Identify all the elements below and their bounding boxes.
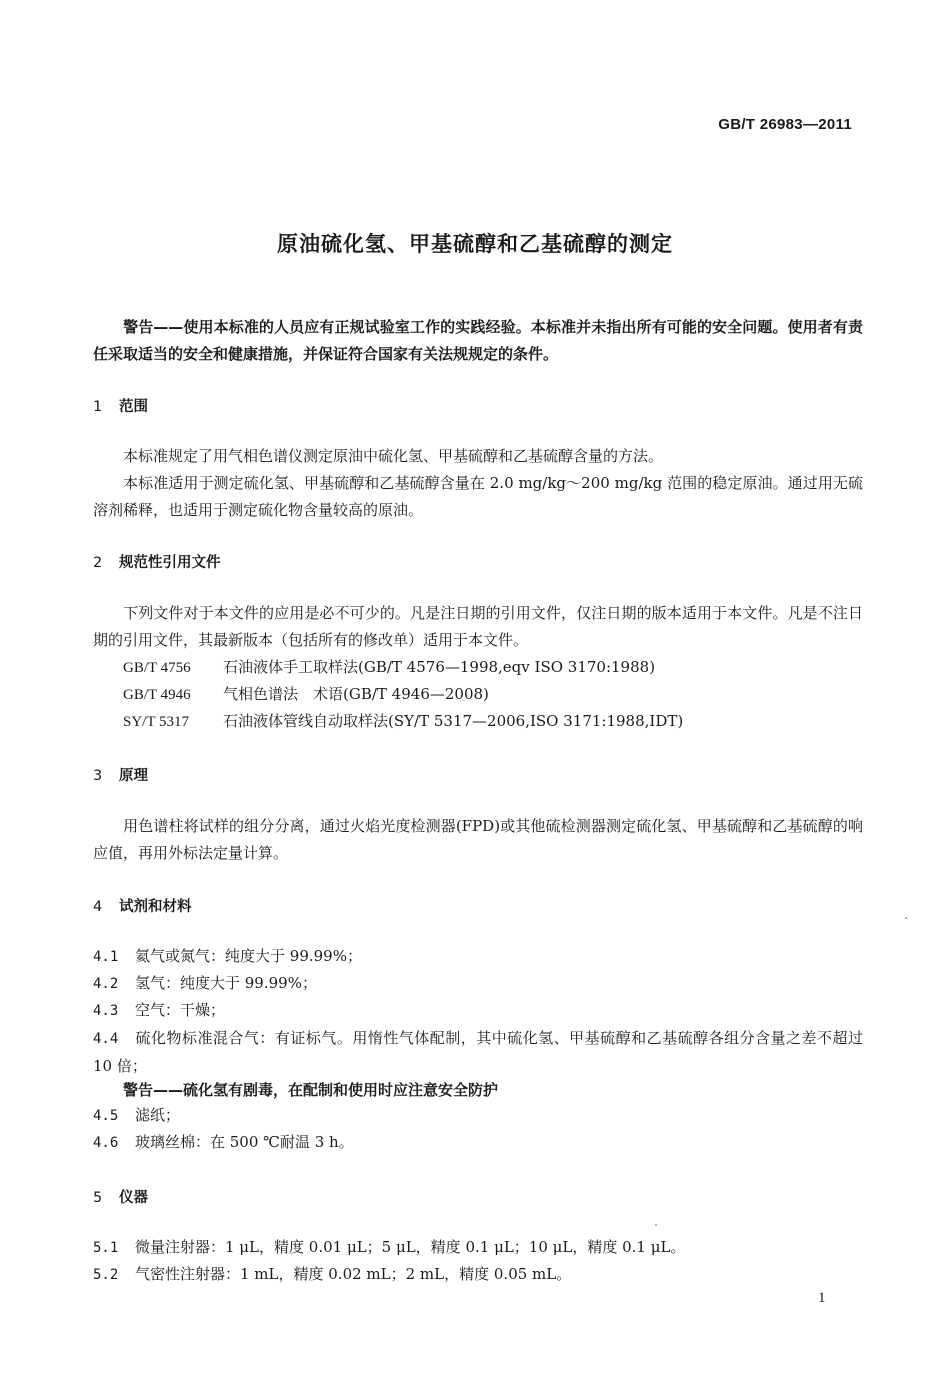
standard-code: GB/T 26983—2011 [718, 116, 852, 133]
item-number: 4.4 [93, 1031, 119, 1047]
reference-item [123, 654, 655, 682]
normative-intro-text: 下列文件对于本文件的应用是必不可少的。凡是注日期的引用文件，仅注日期的版本适用于本文件。凡是不注日期的引用文件，其最新版本（包括所有的修改单）适用于本文件。 [93, 604, 863, 649]
normative-intro [93, 600, 863, 654]
reference-item [123, 681, 489, 709]
section-5-heading [93, 1186, 148, 1207]
reagent-item [93, 999, 225, 1020]
scope-text-2: 本标准适用于测定硫化氢、甲基硫醇和乙基硫醇含量在 2.0 mg/kg～200 mg/kg 范围的稳定原油。通过用无硫溶剂稀释，也适用于测定硫化物含量较高的原油。 [93, 474, 863, 519]
reference-code: GB/T 4946 [123, 687, 191, 703]
item-text: 滤纸； [135, 1106, 181, 1124]
warning-text: 使用本标准的人员应有正规试验室工作的实践经验。本标准并未指出所有可能的安全问题。使用者有责任采取适当的安全和健康措施，并保证符合国家有关法规规定的条件。 [93, 318, 863, 363]
section-title: 原理 [119, 768, 148, 784]
warning-text: 硫化氢有剧毒，在配制和使用时应注意安全防护 [183, 1081, 499, 1099]
item-text: 氦气或氮气：纯度大于 99.99%； [135, 947, 362, 965]
reagent-item [93, 1025, 863, 1080]
reference-title: 石油液体手工取样法(GB/T 4576—1998,eqv ISO 3170:1988) [223, 658, 656, 676]
principle-paragraph [93, 813, 863, 867]
scan-speck [905, 917, 907, 919]
scope-paragraph-2 [93, 470, 863, 524]
reagent-item [93, 1104, 180, 1125]
item-text: 微量注射器：1 μL，精度 0.01 μL；5 μL，精度 0.1 μL；10 μL，精度 0.1 μL。 [135, 1238, 686, 1256]
scope-paragraph-1 [93, 443, 863, 470]
section-title: 仪器 [119, 1190, 148, 1206]
section-number: 2 [93, 555, 103, 571]
reagent-item [93, 1131, 354, 1152]
page-number: 1 [818, 1290, 826, 1306]
item-text: 气密性注射器：1 mL，精度 0.02 mL；2 mL，精度 0.05 mL。 [135, 1265, 572, 1283]
section-title: 试剂和材料 [119, 899, 192, 915]
principle-text: 用色谱柱将试样的组分分离，通过火焰光度检测器(FPD)或其他硫检测器测定硫化氢、甲基硫醇和乙基硫醇的响应值，再用外标法定量计算。 [93, 817, 863, 862]
item-text: 空气：干燥； [135, 1001, 226, 1019]
scan-speck [655, 1224, 657, 1226]
item-text: 氢气：纯度大于 99.99%； [135, 974, 317, 992]
item-number: 5.2 [93, 1267, 119, 1283]
item-number: 4.5 [93, 1108, 119, 1124]
section-1-heading [93, 395, 148, 416]
scope-text-1: 本标准规定了用气相色谱仪测定原油中硫化氢、甲基硫醇和乙基硫醇含量的方法。 [123, 447, 664, 465]
document-title: 原油硫化氢、甲基硫醇和乙基硫醇的测定 [277, 232, 673, 256]
reagent-item [93, 972, 317, 993]
instrument-item [93, 1236, 685, 1257]
section-number: 3 [93, 768, 103, 784]
instrument-item [93, 1263, 571, 1284]
section-4-heading [93, 895, 192, 916]
reagent-item [93, 945, 362, 966]
item-number: 5.1 [93, 1240, 119, 1256]
reagent-warning [123, 1077, 498, 1104]
warning-lead: 警告—— [123, 1081, 184, 1099]
section-3-heading [93, 764, 148, 785]
warning-lead: 警告—— [123, 318, 184, 336]
item-number: 4.1 [93, 949, 119, 965]
item-text: 玻璃丝棉：在 500 ℃耐温 3 h。 [135, 1133, 354, 1151]
section-2-heading [93, 551, 221, 572]
section-number: 5 [93, 1190, 103, 1206]
reference-code: GB/T 4756 [123, 660, 191, 676]
item-number: 4.6 [93, 1135, 119, 1151]
reference-title: 气相色谱法 术语(GB/T 4946—2008) [223, 685, 489, 703]
item-number: 4.3 [93, 1003, 119, 1019]
item-number: 4.2 [93, 976, 119, 992]
warning-paragraph [93, 314, 863, 368]
section-title: 范围 [119, 399, 148, 415]
section-number: 1 [93, 399, 103, 415]
reference-item [123, 708, 683, 736]
section-number: 4 [93, 899, 103, 915]
section-title: 规范性引用文件 [119, 555, 221, 571]
reference-title: 石油液体管线自动取样法(SY/T 5317—2006,ISO 3171:1988,IDT) [223, 712, 684, 730]
reference-code: SY/T 5317 [123, 714, 189, 730]
item-text: 硫化物标准混合气：有证标气。用惰性气体配制，其中硫化氢、甲基硫醇和乙基硫醇各组分含量之差不超过 10 倍； [93, 1029, 863, 1075]
